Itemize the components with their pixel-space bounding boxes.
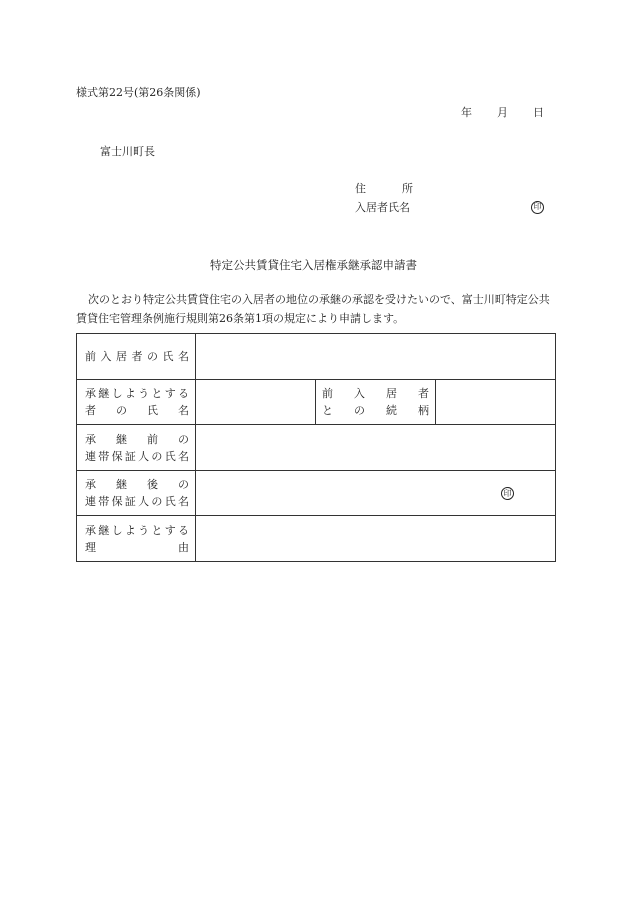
label-char: 者	[131, 350, 143, 363]
date-year: 年	[461, 106, 472, 119]
label-char: 後	[147, 478, 158, 491]
label-char: し	[111, 523, 123, 537]
label-char: の	[151, 495, 163, 508]
new-guarantor-name-field[interactable]	[196, 471, 556, 516]
label-char: の	[354, 404, 365, 417]
label-char: よ	[124, 523, 136, 537]
row-label	[77, 471, 196, 516]
label-char: 名	[177, 449, 189, 463]
label-char: 名	[178, 350, 189, 363]
table-row	[77, 334, 556, 380]
table-row	[77, 425, 556, 471]
successor-name-field[interactable]	[196, 380, 316, 425]
label-char: 人	[138, 449, 150, 463]
label-line	[322, 385, 429, 402]
label-char: と	[322, 404, 333, 417]
previous-resident-name-field[interactable]	[196, 334, 556, 380]
row-label	[77, 380, 196, 425]
address-label-char: 所	[402, 182, 413, 195]
label-char: 居	[116, 350, 127, 363]
label-char: る	[177, 387, 189, 400]
resident-name-label: 入居者氏名	[355, 201, 410, 214]
label-char: 入	[354, 387, 365, 400]
label-char: 居	[386, 387, 397, 400]
table-row	[77, 380, 556, 425]
label-char: 保	[111, 495, 123, 508]
row-label	[77, 425, 196, 471]
label-line	[85, 385, 189, 402]
label-char: の	[178, 432, 189, 446]
label-char: 証	[124, 495, 136, 508]
label-char: よ	[124, 387, 136, 400]
label-line	[85, 402, 189, 419]
label-char: 者	[85, 404, 96, 417]
application-table	[76, 333, 556, 562]
row-label	[77, 516, 196, 562]
label-line	[85, 522, 189, 539]
label-char: 承	[85, 387, 96, 400]
label-char: の	[151, 449, 163, 463]
body-text: 次のとおり特定公共賃貸住宅の入居者の地位の承継の承認を受けたいので、富士川町特定公共賃貸住宅管理条例施行規則第26条第1項の規定により申請します。	[76, 293, 550, 325]
label-char: 継	[98, 387, 110, 400]
prior-guarantor-name-field[interactable]	[196, 425, 556, 471]
label-char: う	[138, 387, 150, 400]
label-char: 者	[418, 387, 429, 400]
seal-mark: 印	[531, 201, 544, 214]
succession-reason-field[interactable]	[196, 516, 556, 562]
label-char: 氏	[147, 404, 158, 417]
label-char: 帯	[98, 495, 110, 508]
label-line	[85, 539, 189, 556]
label-char: 氏	[164, 495, 176, 508]
label-char: 人	[138, 495, 150, 508]
label-char: 連	[85, 495, 96, 508]
label-char: 継	[98, 523, 110, 537]
date-day: 日	[533, 106, 544, 119]
label-char: 柄	[418, 404, 429, 417]
relationship-field[interactable]	[436, 380, 556, 425]
label-char: 前	[85, 350, 96, 363]
table-row	[77, 471, 556, 516]
label-char: と	[151, 523, 163, 537]
seal-icon	[531, 199, 544, 214]
label-char: 保	[111, 449, 123, 463]
label-char: 前	[322, 387, 333, 400]
label-char: 承	[85, 432, 96, 446]
label-char: 理	[85, 540, 96, 554]
label-char: 継	[116, 432, 127, 446]
label-char: 名	[177, 495, 189, 508]
label-char: 氏	[164, 449, 176, 463]
table-row	[77, 516, 556, 562]
label-char: 名	[178, 404, 189, 417]
label-char: 由	[178, 540, 189, 554]
label-char: 証	[124, 449, 136, 463]
label-char: 氏	[162, 350, 174, 363]
label-char: 承	[85, 478, 96, 491]
label-char: 入	[100, 350, 112, 363]
date-month: 月	[497, 106, 508, 119]
document-title: 特定公共賃貸住宅入居権承継承認申請書	[210, 258, 417, 272]
label-char: の	[178, 478, 189, 491]
label-line	[85, 431, 189, 448]
label-line	[85, 476, 189, 493]
label-char: と	[151, 387, 163, 400]
label-char: 継	[116, 478, 127, 491]
address-label	[355, 180, 413, 196]
row-label	[77, 334, 196, 380]
seal-icon: 印	[501, 487, 514, 500]
address-label-char: 住	[355, 182, 366, 195]
label-char: る	[177, 523, 189, 537]
label-char: の	[116, 404, 127, 417]
label-char: 続	[386, 404, 397, 417]
addressee: 富士川町長	[100, 145, 155, 158]
label-line	[85, 448, 189, 465]
label-char: す	[164, 387, 176, 400]
label-char: す	[164, 523, 176, 537]
label-char: 承	[85, 523, 96, 537]
label-line	[85, 348, 189, 365]
label-char: し	[111, 387, 123, 400]
label-char: の	[147, 350, 158, 363]
label-char: 前	[147, 432, 158, 446]
relationship-label	[316, 380, 436, 425]
label-char: 連	[85, 449, 96, 463]
label-line	[85, 493, 189, 510]
label-char: う	[138, 523, 150, 537]
label-char: 帯	[98, 449, 110, 463]
form-number: 様式第22号(第26条関係)	[76, 86, 201, 99]
label-line	[322, 402, 429, 419]
